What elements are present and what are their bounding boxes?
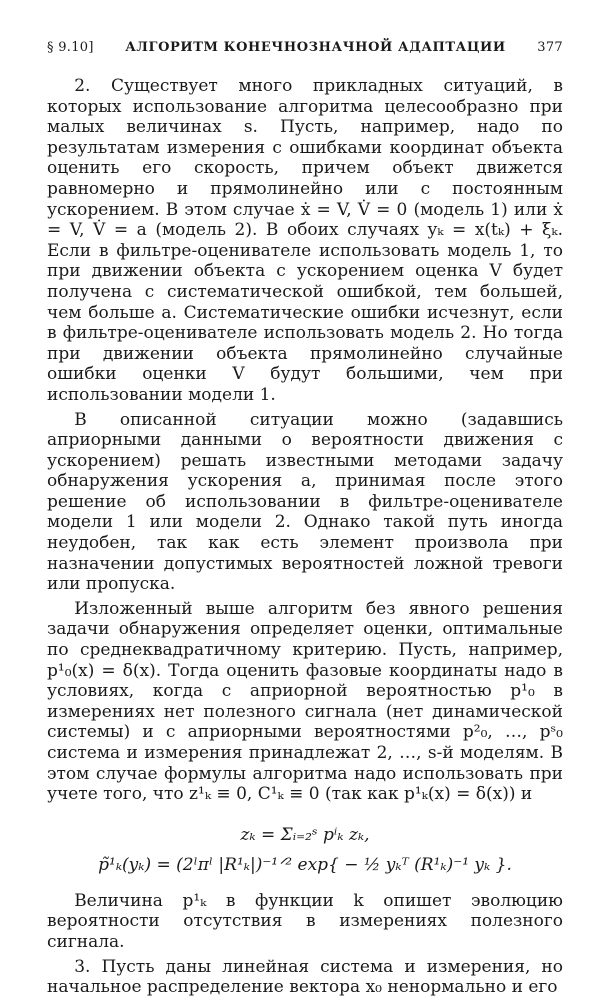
formula-z <box>47 823 563 847</box>
chapter-title: АЛГОРИТМ КОНЕЧНОЗНАЧНОЙ АДАПТАЦИИ <box>125 40 506 55</box>
paragraph-algorithm: Изложенный выше алгоритм без явного решения задачи обнаружения определяет оценки, оптимальные по среднеквадратичному критерию. Пусть, например, p¹₀(x) = δ(x). Тогда оценить фазовые координаты надо в условиях, когда с априорной вероятностью p¹₀ в измерениях нет полезного сигнала (нет динамической системы) и с априорными вероятностями p²₀, …, pˢ₀ система и измерения принадлежат 2, …, s-й моделям. В этом случае формулы алгоритма надо использовать при учете того, что z¹ₖ ≡ 0, C¹ₖ ≡ 0 (так как p¹ₖ(x) = δ(x)) и <box>47 598 563 805</box>
section-number: § 9.10] <box>47 40 94 55</box>
paragraph-example-2: 2. Существует много прикладных ситуаций, в которых использование алгоритма целесообразно при малых величинах s. Пусть, например, надо по результатам измерения с ошибками координат объекта оценить его скорость, причем объект движется равномерно и прямолинейно или с постоянным ускорением. В этом случае ẋ = V, V̇ = 0 (модель 1) или ẋ = V, V̇ = a (модель 2). В обоих случаях yₖ = x(tₖ) + ξₖ. Если в фильтре-оценивателе использовать модель 1, то при движении объекта с ускорением оценка V будет получена с систематической ошибкой, тем большей, чем больше a. Систематические ошибки исчезнут, если в фильтре-оценивателе использовать модель 2. Но тогда при движении объекта прямолинейно случайные ошибки оценки V будут большими, чем при использовании модели 1. <box>47 76 563 405</box>
running-header <box>47 40 563 55</box>
formula-z-text: zₖ = Σᵢ₌₂ˢ pⁱₖ zₖ, <box>240 824 370 845</box>
page-body <box>47 76 563 998</box>
paragraph-example-3: 3. Пусть даны линейная система и измерения, но начальное распределение вектора x₀ ненормально и его <box>47 956 563 998</box>
page-number: 377 <box>537 40 563 55</box>
formula-p <box>47 853 563 877</box>
paragraph-evolution: Величина p¹ₖ в функции k опишет эволюцию вероятности отсутствия в измерениях полезного сигнала. <box>47 890 563 952</box>
paragraph-detection: В описанной ситуации можно (задавшись априорными данными о вероятности движения с ускорением) решать известными методами задачу обнаружения ускорения a, принимая после этого решение об использовании в фильтре-оценивателе модели 1 или модели 2. Однако такой путь иногда неудобен, так как есть элемент произвола при назначении допустимых вероятностей ложной тревоги или пропуска. <box>47 409 563 595</box>
formula-p-text: p̃¹ₖ(yₖ) = (2ˡπˡ |R¹ₖ|)⁻¹ᐟ² exp{ − ½ yₖᵀ (R¹ₖ)⁻¹ yₖ }. <box>98 854 512 875</box>
